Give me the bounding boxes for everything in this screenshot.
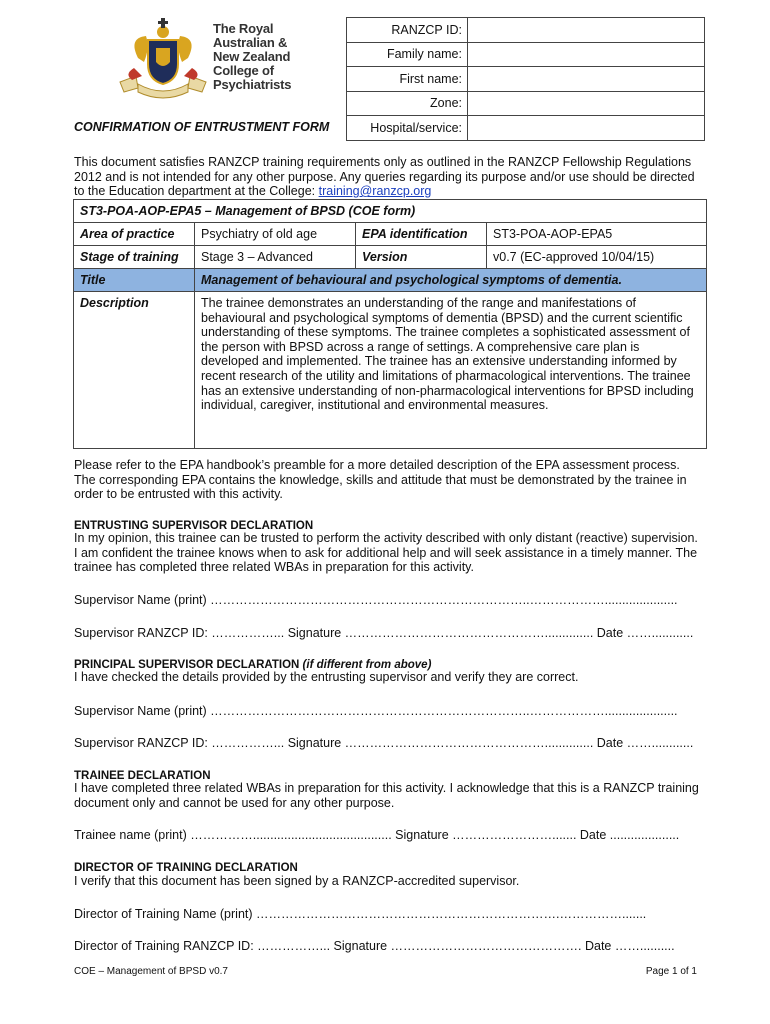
footer-page: Page 1 of 1	[645, 966, 697, 977]
id-row-family	[347, 42, 705, 67]
id-row-zone	[347, 91, 705, 116]
footer-left: COE – Management of BPSD v0.7	[74, 966, 228, 977]
logo-line: New Zealand	[213, 49, 291, 64]
principal-heading-note: (if different from above)	[302, 659, 432, 671]
epa-id-value: ST3-POA-AOP-EPA5	[487, 223, 707, 246]
entrusting-text: In my opinion, this trainee can be trusted to perform the activity described with only distant (reactive) supervision. I am confident the trainee knows when to ask for additional help and will seek assistance in a timely manner. The trainee has completed three related WBAs in preparation for this activity.	[74, 531, 698, 575]
form-title: CONFIRMATION OF ENTRUSTMENT FORM	[74, 120, 330, 134]
trainee-id-table	[346, 17, 705, 141]
zone-label: Zone:	[347, 91, 468, 116]
title-value: Management of behavioural and psychological symptoms of dementia.	[195, 269, 707, 292]
version-value: v0.7 (EC-approved 10/04/15)	[487, 246, 707, 269]
family-name-field[interactable]	[468, 42, 705, 67]
ranzcp-id-label: RANZCP ID:	[347, 18, 468, 43]
entrusting-heading: ENTRUSTING SUPERVISOR DECLARATION	[74, 520, 314, 532]
intro-text: This document satisfies RANZCP training requirements only as outlined in the RANZCP Fellowship Regulations 2012 and is not intended for any other purpose. Any queries regarding its purpose and/or use should be directed to the Education department at the College:	[74, 155, 695, 199]
logo-wordmark	[213, 22, 291, 92]
version-label: Version	[356, 246, 487, 269]
director-id-line[interactable]: Director of Training RANZCP ID: ……………... Signature ………………………………………. Date ……..........	[74, 939, 675, 953]
trainee-text: I have completed three related WBAs in preparation for this activity. I acknowledge that this is a RANZCP training document only and cannot be used for any other purpose.	[74, 781, 699, 810]
director-text: I verify that this document has been signed by a RANZCP-accredited supervisor.	[74, 874, 520, 888]
first-name-field[interactable]	[468, 67, 705, 92]
principal-heading: PRINCIPAL SUPERVISOR DECLARATION	[74, 659, 300, 671]
refer-paragraph: Please refer to the EPA handbook’s preamble for a more detailed description of the EPA assessment process. The corresponding EPA contains the knowledge, skills and attitude that must be demonstrated by the trainee in order to be entrusted with this activity.	[74, 458, 687, 502]
title-label: Title	[74, 269, 195, 292]
hospital-label: Hospital/service:	[347, 116, 468, 141]
crest-icon	[118, 18, 208, 102]
logo-line: College of	[213, 63, 274, 78]
description-value: The trainee demonstrates an understanding of the range and manifestations of behavioural and psychological symptoms of dementia (BPSD) and the current scientific understanding of these symptoms. The trainee completes a sophisticated assessment of the person with BPSD across a range of settings. A comprehensive care plan is developed and implemented. The trainee has an extensive understanding informed by recent research of the utility and limitations of pharmacological interventions. The trainee has an extensive understanding of non-pharmacological interventions for BPSD including individual, caregiver, institutional and environmental measures.	[195, 292, 707, 449]
description-label: Description	[74, 292, 195, 449]
principal-text: I have checked the details provided by the entrusting supervisor and verify they are correct.	[74, 670, 579, 684]
zone-field[interactable]	[468, 91, 705, 116]
trainee-line[interactable]: Trainee name (print) ……………........................................ Signature ……………………....... Date ....................	[74, 828, 680, 842]
intro-paragraph	[74, 155, 704, 199]
entrusting-name-line[interactable]: Supervisor Name (print) …………………………………………………………………..……………….....................	[74, 593, 678, 607]
entrusting-id-line[interactable]: Supervisor RANZCP ID: ……………... Signature ………………………………………….............. Date ……............	[74, 626, 694, 640]
first-name-label: First name:	[347, 67, 468, 92]
director-heading: DIRECTOR OF TRAINING DECLARATION	[74, 862, 298, 874]
stage-value: Stage 3 – Advanced	[195, 246, 356, 269]
logo-line: Psychiatrists	[213, 77, 292, 92]
epa-header: ST3-POA-AOP-EPA5 – Management of BPSD (COE form)	[74, 200, 707, 223]
email-link[interactable]: training@ranzcp.org	[318, 184, 432, 199]
epa-table	[73, 199, 707, 449]
logo-line: The Royal	[213, 21, 274, 36]
stage-label: Stage of training	[74, 246, 195, 269]
principal-id-line[interactable]: Supervisor RANZCP ID: ……………... Signature ………………………………………….............. Date ……............	[74, 736, 694, 750]
id-row-ranzcp	[347, 18, 705, 43]
logo-line: Australian &	[213, 35, 288, 50]
principal-name-line[interactable]: Supervisor Name (print) …………………………………………………………………..……………….....................	[74, 704, 678, 718]
trainee-heading: TRAINEE DECLARATION	[74, 770, 211, 782]
hospital-field[interactable]	[468, 116, 705, 141]
ranzcp-id-field[interactable]	[468, 18, 705, 43]
epa-id-label: EPA identification	[356, 223, 487, 246]
family-name-label: Family name:	[347, 42, 468, 67]
college-logo	[118, 18, 298, 102]
area-label: Area of practice	[74, 223, 195, 246]
id-row-hospital	[347, 116, 705, 141]
director-name-line[interactable]: Director of Training Name (print) ……………………………………………………………….…………….......	[74, 907, 647, 921]
id-row-first	[347, 67, 705, 92]
area-value: Psychiatry of old age	[195, 223, 356, 246]
